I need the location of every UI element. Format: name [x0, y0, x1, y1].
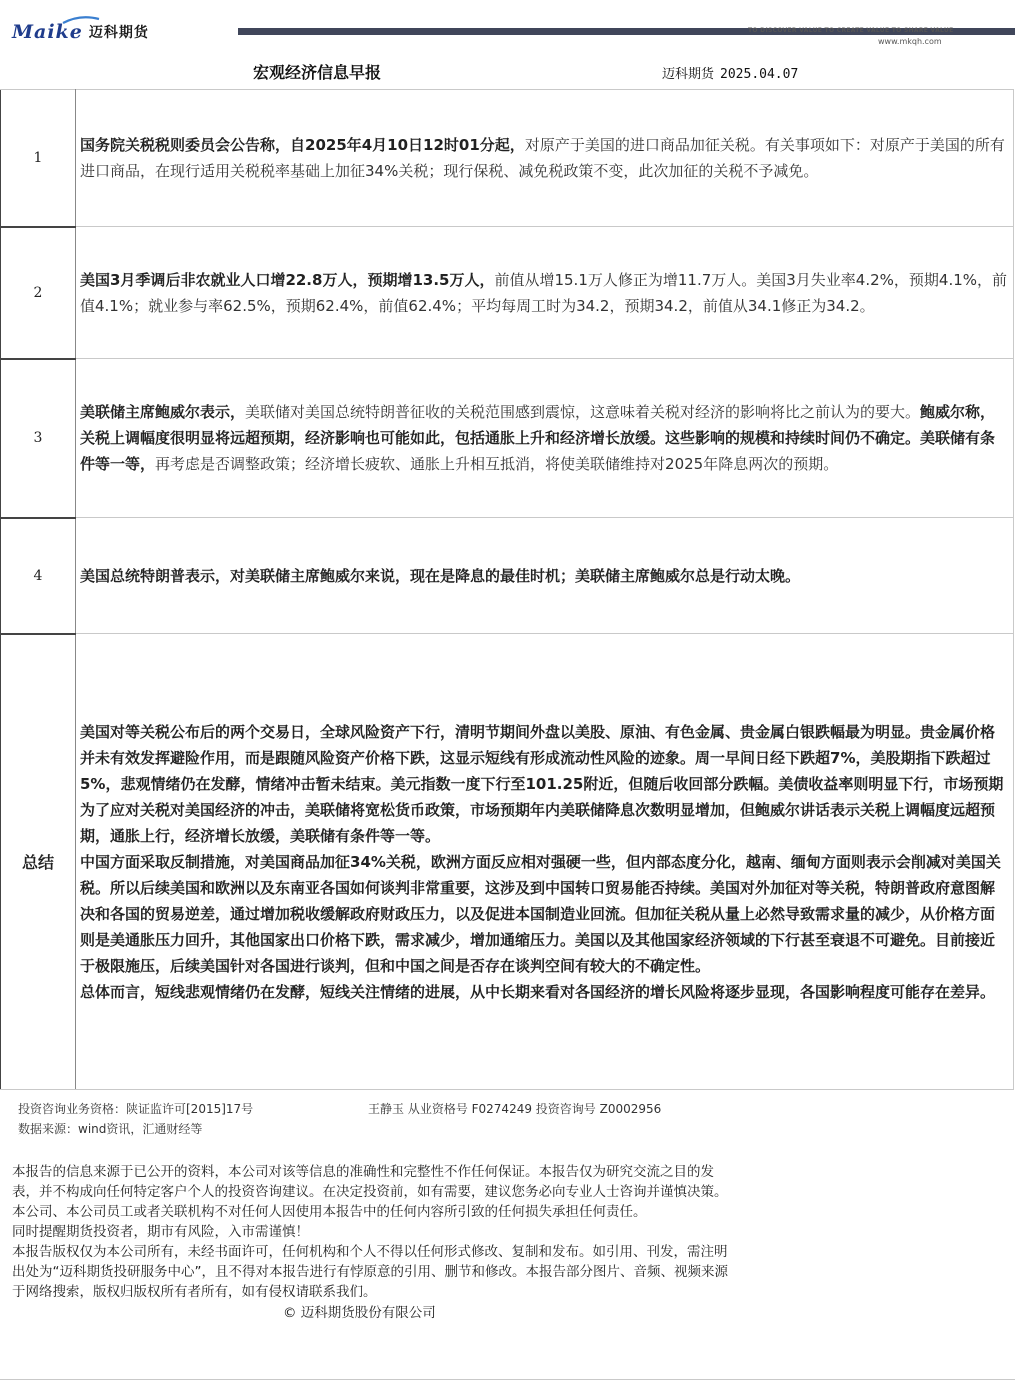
row-content	[76, 518, 1014, 634]
table-row	[1, 227, 1014, 359]
row-bold-text: 鲍威尔称，关税上调幅度很明显将远超预期，经济影响也可能如此，包括通胀上升和经济增长放缓。这些影响的规模和持续时间仍不确定。美联储有条件等一等，	[80, 403, 996, 473]
summary-paragraph: 中国方面采取反制措施，对美国商品加征34%关税，欧洲方面反应相对强硬一些，但内部态度分化，越南、缅甸方面则表示会削减对美国关税。所以后续美国和欧洲以及东南亚各国如何谈判非常重要，这涉及到中国转口贸易能否持续。美国对外加征对等关税，特朗普政府意图解决和各国的贸易逆差，通过增加税收缓解政府财政压力，以及促进本国制造业回流。但加征关税从量上必然导致需求量的减少，从价格方面则是美通胀压力回升，其他国家出口价格下跌，需求减少，增加通缩压力。美国以及其他国家经济领域的下行甚至衰退不可避免。目前接近于极限施压，后续美国针对各国进行谈判，但和中国之间是否存在谈判空间有较大的不确定性。	[80, 852, 1001, 975]
title-row	[0, 56, 1015, 90]
report-company: 迈科期货	[662, 67, 715, 82]
table-row	[1, 518, 1014, 634]
table-row	[1, 90, 1014, 227]
bottom-divider	[0, 1379, 1015, 1380]
analyst-info	[18, 1099, 662, 1139]
logo-wordmark: Maike	[12, 21, 83, 43]
row-bold-text: 美国3月季调后非农就业人口增22.8万人，预期增13.5万人，	[80, 270, 495, 289]
table-row	[1, 359, 1014, 518]
summary-row	[1, 634, 1014, 1090]
header-url: www.mkqh.com	[878, 37, 942, 46]
company-logo	[12, 22, 149, 42]
license-text: 投资咨询业务资格：陕证监许可[2015]17号	[18, 1102, 254, 1116]
row-bold-text: 美联储主席鲍威尔表示，	[80, 403, 246, 421]
row-text: 对原产于美国的进口商品加征关税。有关事项如下：对原产于美国的所有进口商品，在现行适用关税税率基础上加征34%关税；现行保税、减免税政策不变，此次加征的关税不予减免。	[80, 136, 1005, 180]
summary-content	[76, 634, 1014, 1090]
row-text: 前值从增15.1万人修正为增11.7万人。美国3月失业率4.2%，预期4.1%，前值4.1%；就业参与率62.5%，预期62.4%，前值62.4%；平均每周工时为34.2，预期34.2，前值从34.1修正为34.2。	[80, 270, 1008, 315]
disclaimer-paragraph: 本报告的信息来源于已公开的资料，本公司对该等信息的准确性和完整性不作任何保证。本报告仅为研究交流之目的发表，并不构成向任何特定客户个人的投资咨询建议。在决定投资前，如有需要，建议您务必向专业人士咨询并谨慎决策。本公司、本公司员工或者关联机构不对任何人因使用本报告中的任何内容所引致的任何损失承担任何责任。	[12, 1164, 728, 1220]
row-number: 3	[1, 359, 76, 518]
analyst-signature: 王静玉 从业资格号 F0274249 投资咨询号 Z0002956	[368, 1102, 662, 1116]
row-bold-text: 美国总统特朗普表示，对美联储主席鲍威尔来说，现在是降息的最佳时机；美联储主席鲍威尔总是行动太晚。	[80, 566, 801, 585]
disclaimer-paragraph: 本报告版权仅为本公司所有，未经书面许可，任何机构和个人不得以任何形式修改、复制和发布。如引用、刊发，需注明出处为“迈科期货投研服务中心”，且不得对本报告进行有悖原意的引用、删节和修改。本报告部分图片、音频、视频来源于网络搜索，版权归版权所有者所有，如有侵权请联系我们。	[12, 1244, 728, 1300]
report-meta	[662, 63, 798, 82]
row-content	[76, 90, 1014, 227]
row-content	[76, 227, 1014, 359]
copyright: © 迈科期货股份有限公司	[283, 1305, 436, 1321]
report-date: 2025.04.07	[720, 67, 799, 82]
summary-paragraph: 美国对等关税公布后的两个交易日，全球风险资产下行，清明节期间外盘以美股、原油、有色金属、贵金属白银跌幅最为明显。贵金属价格并未有效发挥避险作用，而是跟随风险资产价格下跌，这显示短线有形成流动性风险的迹象。周一早间日经下跌超7%，美股期指下跌超过5%，悲观情绪仍在发酵，情绪冲击暂未结束。美元指数一度下行至101.25附近，但随后收回部分跌幅。美债收益率则明显下行，市场预期为了应对关税对美国经济的冲击，美联储将宽松货币政策，市场预期年内美联储降息次数明显增加，但鲍威尔讲话表示关税上调幅度远超预期，通胀上行，经济增长放缓，美联储有条件等一等。	[80, 722, 1004, 845]
summary-label: 总结	[1, 634, 76, 1090]
disclaimer	[12, 1162, 737, 1302]
disclaimer-paragraph: 同时提醒期货投资者，期市有风险，入市需谨慎！	[12, 1224, 309, 1240]
row-text: 再考虑是否调整政策；经济增长疲软、通胀上升相互抵消，将使美联储维持对2025年降息两次的预期。	[155, 455, 839, 473]
news-table	[0, 89, 1014, 1090]
report-header	[0, 0, 1015, 56]
row-content	[76, 359, 1014, 518]
row-number: 2	[1, 227, 76, 359]
logo-swoosh-icon	[62, 16, 100, 24]
row-bold-text: 国务院关税税则委员会公告称，自2025年4月10日12时01分起，	[80, 136, 525, 154]
row-text: 美联储对美国总统特朗普征收的关税范围感到震惊，这意味着关税对经济的影响将比之前认为的要大。	[245, 403, 921, 421]
report-title: 宏观经济信息早报	[253, 63, 382, 82]
data-source: 数据来源：wind资讯，汇通财经等	[18, 1122, 203, 1136]
summary-paragraph: 总体而言，短线悲观情绪仍在发酵，短线关注情绪的进展，从中长期来看对各国经济的增长风险将逐步显现，各国影响程度可能存在差异。	[80, 982, 996, 1001]
logo-company-name: 迈科期货	[88, 25, 149, 41]
row-number: 1	[1, 90, 76, 227]
row-number: 4	[1, 518, 76, 634]
header-slogan: TO DISCOVER VALUE TO CREATE VALUE TO SHARE VALUE	[748, 27, 954, 34]
